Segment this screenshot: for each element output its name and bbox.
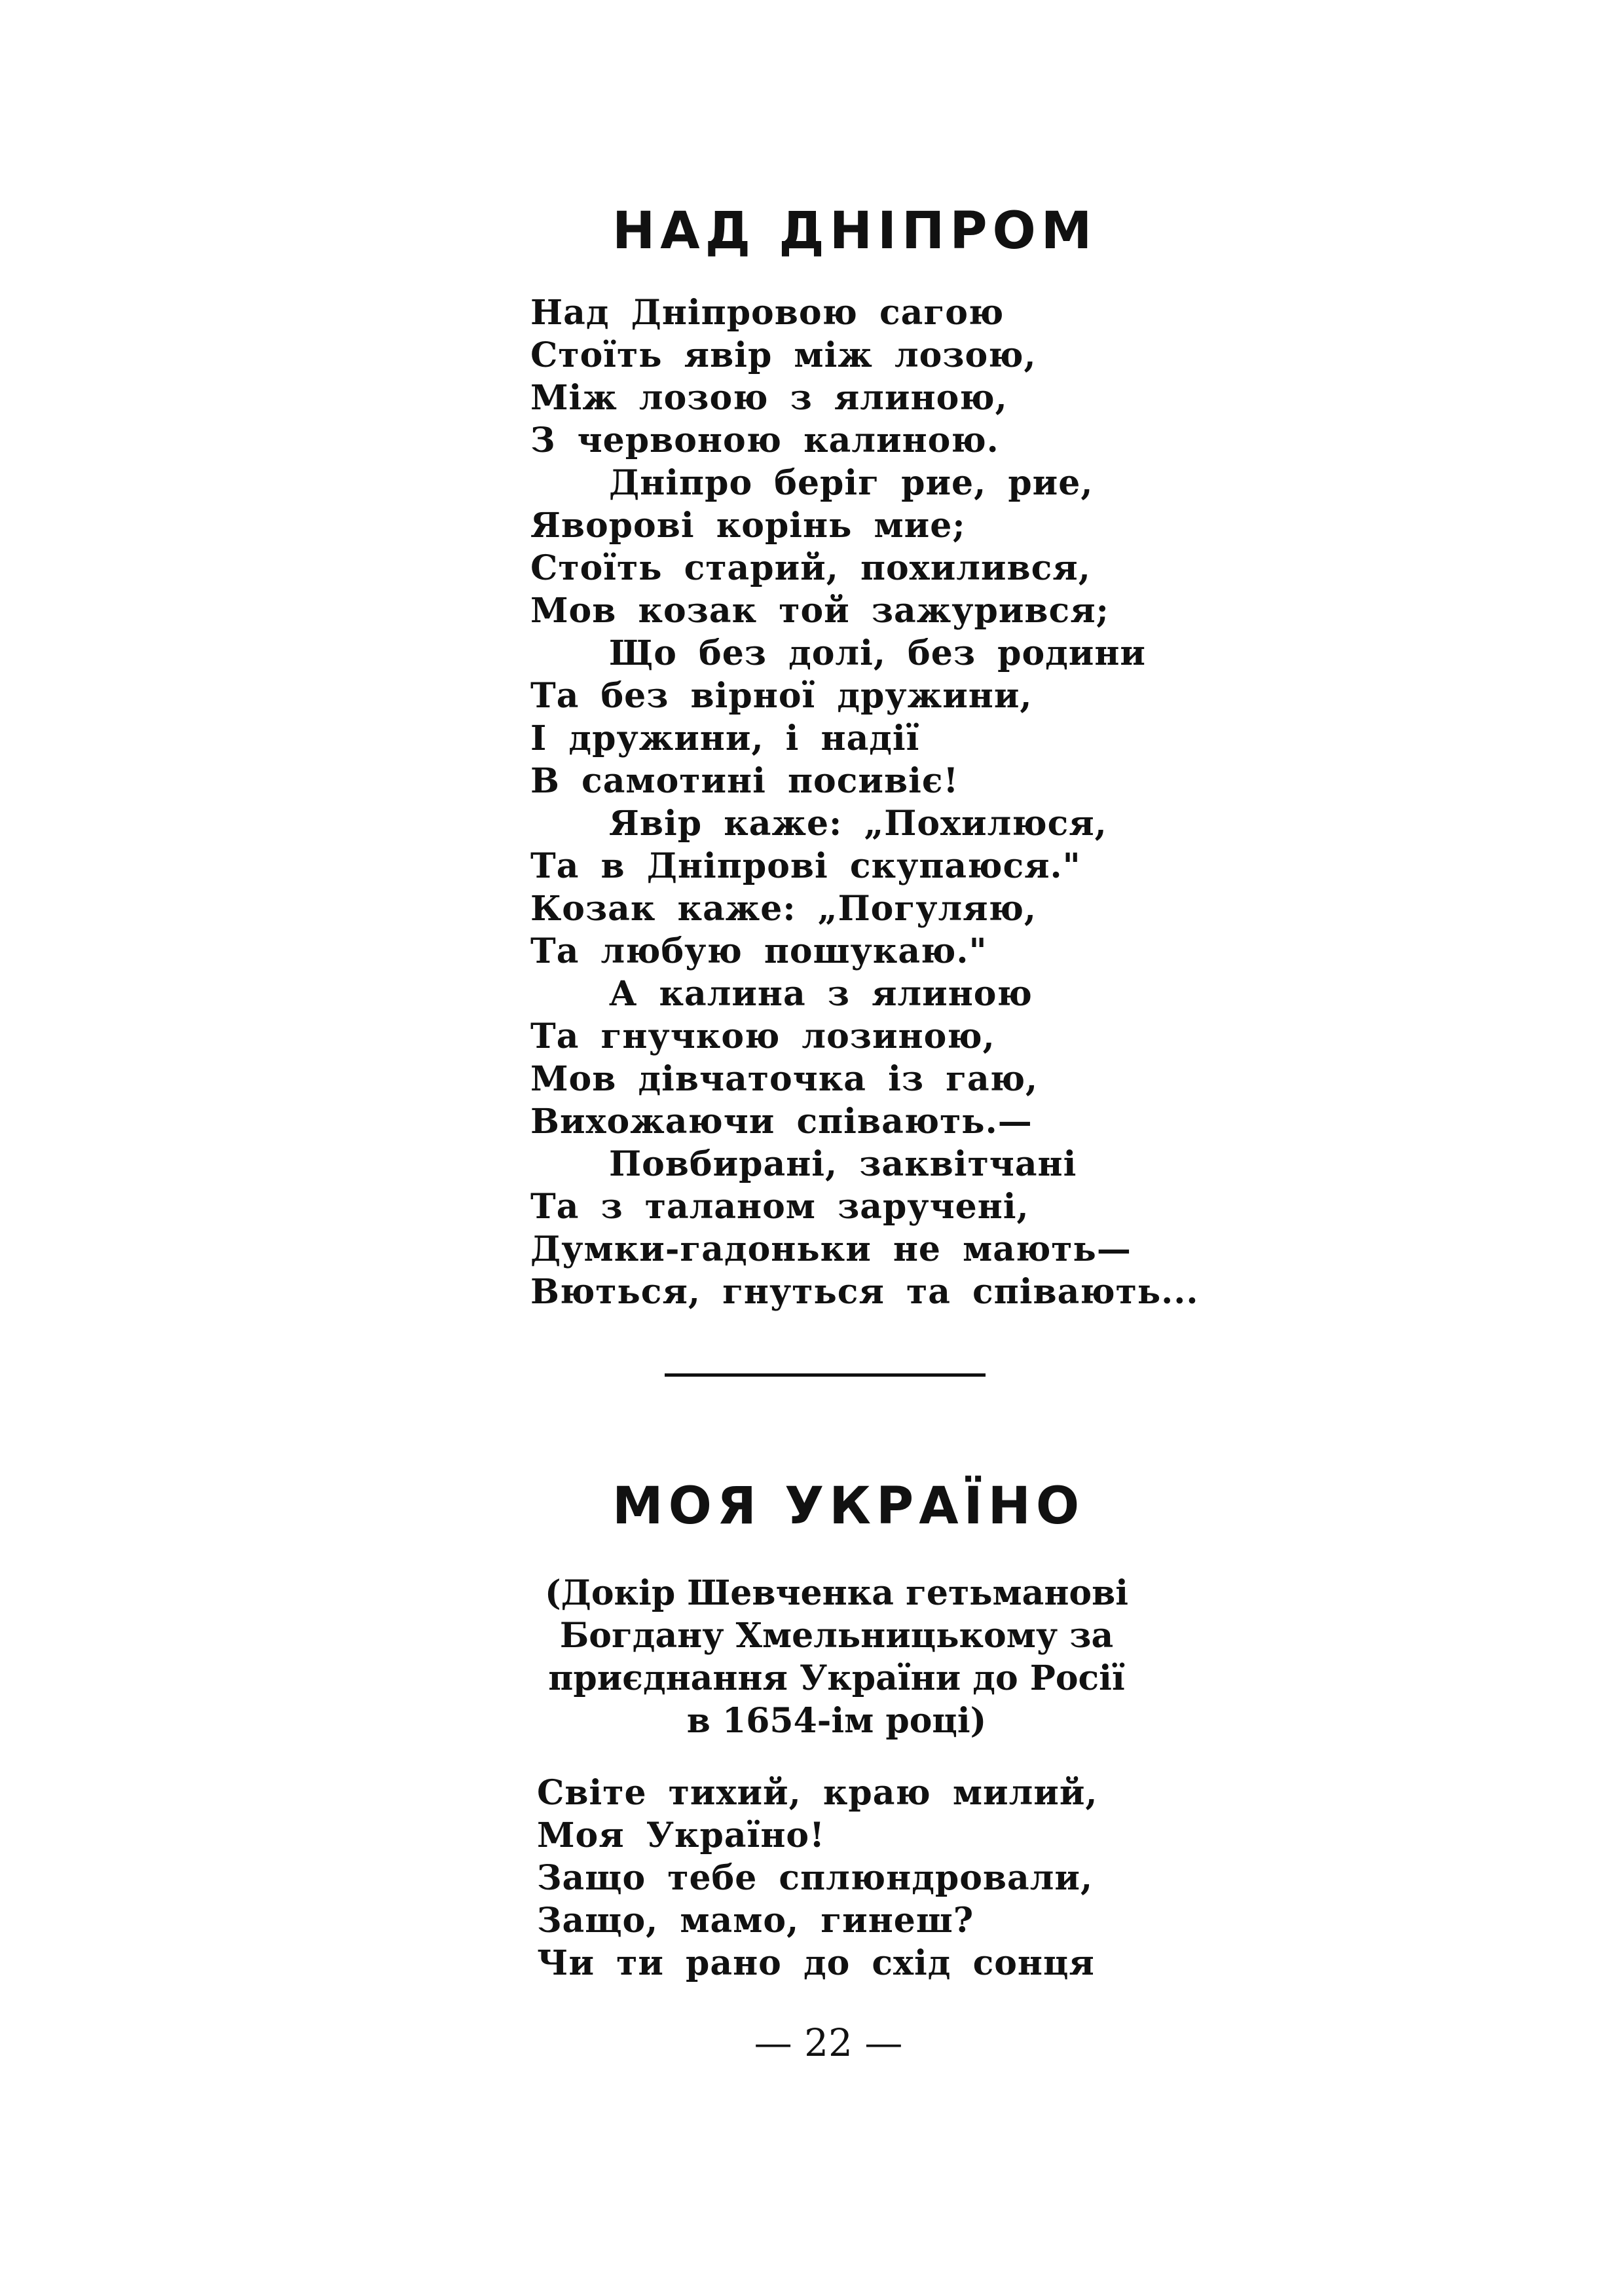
subtitle-line: (Докір Шевченка гетьманові: [545, 1573, 1128, 1613]
poem-line: Защо, мамо, гинеш?: [537, 1901, 974, 1941]
page-number: — 22 —: [754, 2020, 903, 2065]
poem-body: [530, 291, 1198, 1313]
poem-line: Та любую пошукаю.": [530, 931, 987, 971]
poem-line: Що без долі, без родини: [609, 633, 1146, 673]
section-divider: [665, 1373, 986, 1377]
poem-line: Повбирані, заквітчані: [609, 1144, 1077, 1184]
poem-line: Та без вірної дружини,: [530, 676, 1033, 716]
poem-line: Дніпро беріг рие, рие,: [609, 463, 1094, 503]
subtitle-line: Богдану Хмельницькому за: [559, 1616, 1114, 1656]
poem-line: В самотині посивіє!: [530, 761, 959, 801]
poem-line: Стоїть явір між лозою,: [530, 335, 1037, 375]
poem-line: Моя Україно!: [537, 1815, 825, 1855]
poem-line: Защо тебе сплюндровали,: [537, 1858, 1094, 1898]
poem-title: МОЯ УКРАЇНО: [612, 1477, 1085, 1536]
poem-line: Козак каже: „Погуляю,: [530, 889, 1037, 929]
subtitle-line: приєднання України до Росії: [548, 1658, 1125, 1698]
subtitle-line: в 1654-ім році): [686, 1701, 987, 1741]
poem-line: Між лозою з ялиною,: [530, 378, 1008, 418]
poem-line: Думки-гадоньки не мають—: [530, 1229, 1132, 1269]
poem-line: Вються, гнуться та співають...: [530, 1272, 1199, 1312]
poem-line: Мов козак той зажурився;: [530, 591, 1109, 631]
poem-line: З червоною калиною.: [530, 420, 999, 460]
poem-line: Та гнучкою лозиною,: [530, 1016, 995, 1056]
poem-line: Та в Дніпрові скупаюся.": [530, 846, 1081, 886]
poem-line: І дружини, і надії: [530, 718, 920, 758]
poem-line: Чи ти рано до схід сонця: [537, 1943, 1095, 1983]
poem-line: Явір каже: „Похилюся,: [609, 804, 1107, 844]
poem-line: Та з таланом заручені,: [530, 1187, 1029, 1227]
poem-line: Яворові корінь мие;: [530, 506, 966, 546]
poem-line: Стоїть старий, похилився,: [530, 548, 1091, 588]
poem-line: А калина з ялиною: [609, 974, 1033, 1014]
poem-line: Над Дніпровою сагою: [530, 293, 1005, 333]
poem-line: Вихожаючи співають.—: [530, 1102, 1033, 1142]
poem-line: Світе тихий, краю милий,: [537, 1773, 1098, 1813]
poem-subtitle: [530, 1572, 1143, 1742]
poem-line: Мов дівчаточка із гаю,: [530, 1059, 1039, 1099]
poem-title: НАД ДНІПРОМ: [612, 202, 1098, 261]
poem-body: [537, 1772, 1098, 1984]
